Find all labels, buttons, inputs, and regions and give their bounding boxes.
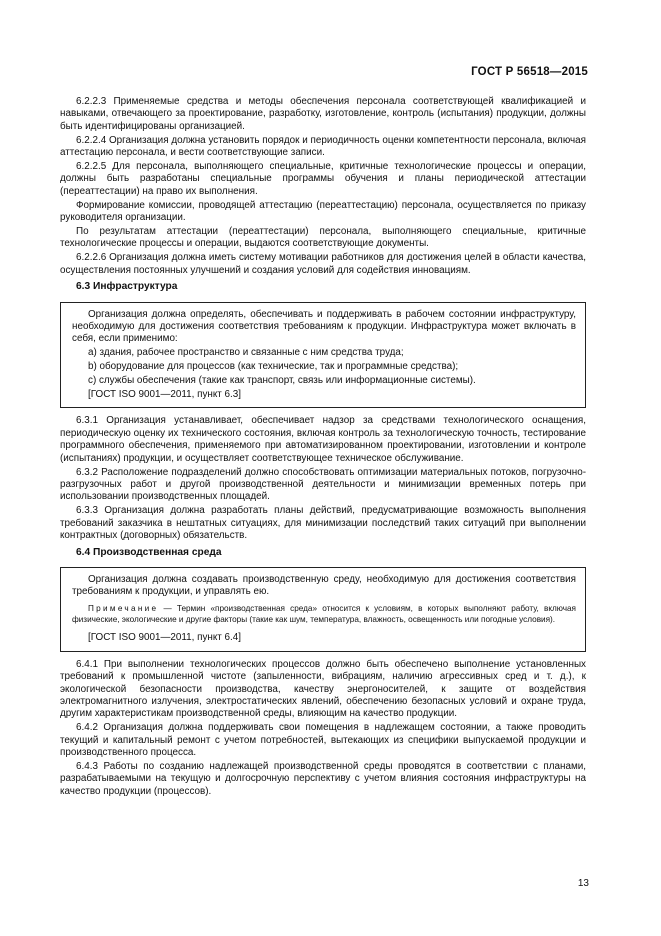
paragraph-6-2-2-5: 6.2.2.5 Для персонала, выполняющего специальные, критичные технологические процессы и операции, должны быть разработаны специальные программы обучения и планы периодической аттестации (переаттестации) на право их выполнения. [60, 161, 586, 197]
quote-intro: Организация должна определять, обеспечивать и поддерживать в рабочем состоянии инфраструктуру, необходимую для достижения соответствия требованиям к продукции. Инфраструктура может включать в себя, если применимо: [72, 308, 576, 345]
quote-reference: [ГОСТ ISO 9001—2011, пункт 6.4] [88, 632, 242, 644]
note-label: Примечание [88, 603, 159, 613]
note-text: — Термин «производственная среда» относится к условиям, в которых выполняют работу, включая физические, экологические и другие факторы (такие как шум, температура, влажность, освещенность или погодные условия). [72, 603, 576, 624]
paragraph-commission: Формирование комиссии, проводящей аттестацию (переаттестацию) персонала, осуществляется по приказу руководителя организации. [60, 199, 586, 224]
section-title-6-4: 6.4 Производственная среда [76, 546, 222, 558]
paragraph-6-2-2-3: 6.2.2.3 Применяемые средства и методы обеспечения персонала соответствующей квалификацией и навыками, отвечающего за проектирование, разработку, изготовление, контроль (испытания) продукции, должны быть идентифицированы организацией. [60, 96, 586, 132]
quote-note [72, 604, 576, 626]
paragraph-6-3-3: 6.3.3 Организация должна разработать планы действий, предусматривающие возможность выполнения требований заказчика в нештатных ситуациях, для минимизации последствий таких ситуаций при выполнении контрактных (договорных) обязательств. [60, 505, 586, 542]
quote-list-item: b) оборудование для процессов (как технические, так и программные средства); [88, 361, 459, 373]
paragraph-6-3-1: 6.3.1 Организация устанавливает, обеспечивает надзор за средствами технологического оснащения, периодическую оценку их технического состояния, включая контроль за технологическую точность, тестирование программного обеспечения, применяемого при автоматизированном проектировании, изготовлении и контроле (испытаниях) продукции, и осуществляет соответствующее техническое обслуживание. [60, 415, 586, 464]
page-content [60, 96, 586, 800]
quote-reference: [ГОСТ ISO 9001—2011, пункт 6.3] [88, 389, 242, 401]
document-code: ГОСТ Р 56518—2015 [471, 66, 588, 78]
paragraph-6-4-3: 6.4.3 Работы по созданию надлежащей производственной среды проводятся в соответствии с планами, разрабатываемыми на текущую и долгосрочную перспективу с учетом влияния состояния инфраструктуры на качество продукции (процессов). [60, 760, 586, 797]
paragraph-6-4-2: 6.4.2 Организация должна поддерживать свои помещения в надлежащем состоянии, а также проводить текущий и капитальный ремонт с учетом потребностей, вытекающих из специфики выпускаемой продукции и производственного процесса. [60, 722, 586, 759]
quote-list-item: c) службы обеспечения (такие как транспорт, связь или информационные системы). [88, 375, 476, 387]
quote-intro: Организация должна создавать производственную среду, необходимую для достижения соответствия требованиям к продукции, и управлять ею. [72, 573, 576, 598]
paragraph-6-2-2-6: 6.2.2.6 Организация должна иметь систему мотивации работников для достижения целей в области качества, осуществления постоянных улучшений и создания условий для содействия инновациям. [60, 252, 586, 276]
paragraph-6-2-2-4: 6.2.2.4 Организация должна установить порядок и периодичность оценки компетентности персонала, включая аттестацию персонала, и вести соответствующие записи. [60, 134, 586, 159]
page-number: 13 [577, 878, 589, 889]
paragraph-attestation-results: По результатам аттестации (переаттестации) персонала, выполняющего специальные, критичные технологические процессы и операции, выдаются соответствующие документы. [60, 226, 586, 250]
section-title-6-3: 6.3 Инфраструктура [76, 281, 178, 293]
quote-box-iso-6-3 [60, 302, 586, 409]
paragraph-6-4-1: 6.4.1 При выполнении технологических процессов должно быть обеспечено выполнение установленных требований к промышленной чистоте (запыленности, вибрациям, наличию агрессивных сред и т. д.), к экологической безопасности производства, качеству энергоносителей, к защите от воздействия электромагнитного излучения, электростатических явлений, обеспечению безопасных условий и охране труда, другим характеристикам производственной среды, влияющим на качество продукции. [60, 658, 586, 720]
quote-list-item: a) здания, рабочее пространство и связанные с ним средства труда; [88, 347, 404, 359]
paragraph-6-3-2: 6.3.2 Расположение подразделений должно способствовать оптимизации материальных потоков, погрузочно-разгрузочных работ и другой производственной деятельности и минимизации временных потерь при использовании производственных площадей. [60, 466, 586, 503]
quote-box-iso-6-4 [60, 567, 586, 652]
